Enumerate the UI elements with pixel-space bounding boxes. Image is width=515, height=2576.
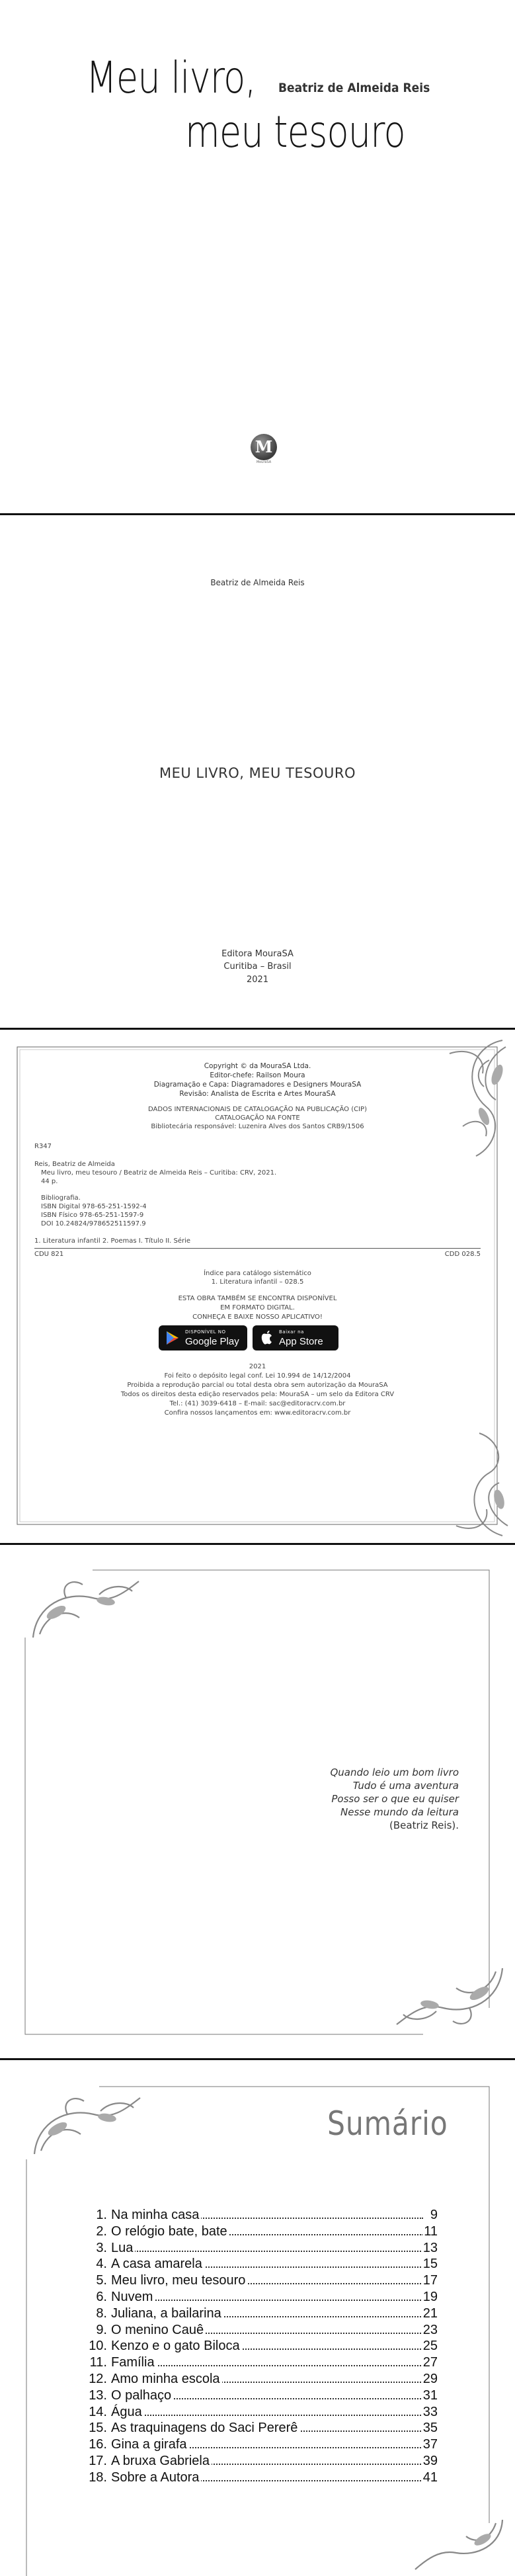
review-credit: Revisão: Analista de Escrita e Artes MouraSA [179, 1090, 336, 1098]
availability-line: EM FORMATO DIGITAL. [220, 1304, 295, 1311]
toc-entry-page: 13 [422, 2240, 438, 2255]
toc-entry-number: 5. [96, 2273, 107, 2288]
toc-entry-page: 41 [422, 2470, 438, 2485]
google-play-small-label: DISPONÍVEL NO [185, 1329, 226, 1335]
toc-leader-dots [111, 2365, 423, 2366]
catalog-pages: 44 p. [41, 1178, 58, 1185]
toc-entry-title: Nuvem [111, 2290, 155, 2305]
toc-entry[interactable] [87, 2355, 438, 2371]
toc-entry-page: 17 [422, 2273, 438, 2288]
isbn-digital: ISBN Digital 978-65-251-1592-4 [41, 1203, 147, 1210]
toc-leader-dots [111, 2300, 423, 2301]
toc-entry-title: A bruxa Gabriela [111, 2454, 212, 2469]
toc-entry-page: 31 [422, 2388, 438, 2403]
toc-entry[interactable] [87, 2470, 438, 2486]
design-credit: Diagramação e Capa: Diagramadores e Designers MouraSA [153, 1081, 362, 1089]
flourish-bottom-right-icon [390, 1962, 509, 2034]
toc-entry-page: 33 [422, 2404, 438, 2419]
toc-entry-number: 8. [96, 2306, 107, 2321]
toc-entry[interactable] [87, 2437, 438, 2453]
toc-entry[interactable] [87, 2224, 438, 2240]
toc-entry-title: O relógio bate, bate [111, 2224, 229, 2239]
legal-line: Foi feito o depósito legal conf. Lei 10.994 de 14/12/2004 [164, 1372, 351, 1380]
toc-entry-title: Amo minha escola [111, 2372, 222, 2387]
toc-entry-title: O palhaço [111, 2388, 173, 2403]
copyright-line: Copyright © da MouraSA Ltda. [204, 1062, 311, 1070]
toc-entry-title: Meu livro, meu tesouro [111, 2273, 247, 2288]
print-year: 2021 [249, 1363, 266, 1370]
doi: DOI 10.24824/978652511597.9 [41, 1220, 146, 1227]
toc-entry-number: 6. [96, 2290, 107, 2304]
toc-entry[interactable] [87, 2454, 438, 2470]
flourish-top-right-icon [423, 1034, 515, 1166]
cdd: CDD 028.5 [444, 1251, 481, 1258]
toc-entry-page: 39 [422, 2454, 438, 2468]
half-title-publisher: Editora MouraSA [221, 949, 294, 959]
index-entry: 1. Literatura infantil – 028.5 [211, 1278, 304, 1286]
legal-line: Todos os direitos desta edição reservados pela: MouraSA – um selo da Editora CRV [120, 1391, 395, 1398]
cdu: CDU 821 [34, 1251, 64, 1258]
epigraph-poem [330, 1766, 459, 1832]
toc-entry-title: O menino Cauê [111, 2323, 206, 2338]
half-title-title: MEU LIVRO, MEU TESOURO [159, 765, 356, 781]
toc-entry[interactable] [87, 2421, 438, 2436]
toc-entry[interactable] [87, 2273, 438, 2289]
epigraph-page [0, 1545, 515, 2057]
google-play-icon [165, 1331, 180, 1345]
toc-entry-number: 13. [89, 2388, 107, 2403]
toc-entry-page: 35 [422, 2421, 438, 2436]
availability-line: ESTA OBRA TAMBÉM SE ENCONTRA DISPONÍVEL [178, 1295, 337, 1302]
toc-heading: Sumário [327, 2104, 448, 2143]
half-title-year: 2021 [246, 975, 269, 985]
toc-entry-number: 16. [89, 2437, 107, 2452]
cip-heading: DADOS INTERNACIONAIS DE CATALOGAÇÃO NA PUBLICAÇÃO (CIP) [148, 1106, 367, 1113]
catalog-entry: Reis, Beatriz de Almeida [34, 1161, 115, 1168]
toc-entry-page: 11 [424, 2223, 438, 2239]
legal-line: Proibida a reprodução parcial ou total desta obra sem autorização da MouraSA [127, 1382, 388, 1389]
toc-entry-title: Sobre a Autora [111, 2470, 201, 2485]
toc-entry-title: Na minha casa [111, 2208, 201, 2223]
index-heading: Índice para catálogo sistemático [204, 1270, 311, 1277]
toc-entry[interactable] [87, 2306, 438, 2322]
half-title-author: Beatriz de Almeida Reis [210, 578, 305, 587]
apple-icon [260, 1330, 274, 1346]
catalog-entry: Meu livro, meu tesouro / Beatriz de Almeida Reis – Curitiba: CRV, 2021. [41, 1169, 277, 1177]
toc-entry-page: 19 [422, 2290, 438, 2304]
publisher-logo [244, 434, 284, 464]
toc-entry[interactable] [87, 2388, 438, 2404]
cover-title-line2: meu tesouro [185, 106, 405, 157]
toc-entry-number: 15. [89, 2421, 107, 2436]
cover-title-line1: Meu livro, [86, 52, 256, 103]
toc-entry-number: 1. [96, 2208, 107, 2222]
toc-entry[interactable] [87, 2405, 438, 2421]
toc-entry-page: 37 [422, 2437, 438, 2452]
toc-entry-number: 18. [89, 2470, 107, 2485]
cover-author: Beatriz de Almeida Reis [278, 81, 430, 95]
poem-line: Quando leio um bom livro [330, 1766, 459, 1778]
poem-author: (Beatriz Reis). [389, 1819, 459, 1831]
logo-text: MouraSA [256, 460, 272, 464]
toc-leader-dots [111, 2415, 423, 2416]
toc-entry-title: Gina a girafa [111, 2437, 189, 2452]
toc-entry-number: 11. [89, 2355, 107, 2370]
poem-line: Tudo é uma aventura [352, 1780, 459, 1792]
toc-page [0, 2060, 515, 2576]
subjects: 1. Literatura infantil 2. Poemas I. Título II. Série [34, 1237, 191, 1245]
half-title-city: Curitiba – Brasil [223, 962, 292, 972]
toc-entry-number: 14. [89, 2404, 107, 2419]
toc-entry-page: 23 [422, 2322, 438, 2337]
flourish-bottom-right-icon [430, 1427, 515, 1542]
toc-entry-number: 3. [96, 2240, 107, 2255]
toc-entry[interactable] [87, 2208, 438, 2223]
toc-entry[interactable] [87, 2372, 438, 2388]
toc-entry-page: 27 [422, 2355, 438, 2370]
toc-entry-title: Água [111, 2405, 144, 2420]
toc-entry-number: 4. [96, 2257, 107, 2272]
toc-entry-page: 15 [422, 2257, 438, 2272]
toc-entry-number: 17. [89, 2454, 107, 2468]
bibliography: Bibliografia. [41, 1194, 81, 1202]
toc-entry-title: As traquinagens do Saci Pererê [111, 2421, 299, 2436]
catalog-rule [34, 1248, 481, 1249]
librarian: Bibliotecária responsável: Luzenira Alves dos Santos CRB9/1506 [151, 1123, 364, 1130]
cip-subheading: CATALOGAÇÃO NA FONTE [215, 1114, 300, 1122]
flourish-top-left-icon [26, 1571, 145, 1644]
toc-entry-page: 25 [422, 2339, 438, 2354]
toc-entry[interactable] [87, 2323, 438, 2339]
toc-entry-number: 9. [96, 2322, 107, 2337]
toc-entry[interactable] [87, 2257, 438, 2272]
website-line: Confira nossos lançamentos em: www.editoracrv.com.br [164, 1409, 351, 1417]
google-play-button[interactable] [159, 1325, 247, 1350]
toc-leader-dots [111, 2251, 423, 2252]
toc-entry-page: 21 [422, 2306, 438, 2321]
toc-entry[interactable] [87, 2241, 438, 2257]
cover-page [0, 0, 515, 513]
toc-entry-title: A casa amarela [111, 2257, 204, 2272]
toc-entry-title: Família [111, 2355, 157, 2370]
catalog-code: R347 [34, 1143, 52, 1150]
flourish-top-left-icon [28, 2088, 147, 2161]
toc-entry-title: Lua [111, 2241, 135, 2256]
toc-entry-page: 29 [422, 2372, 438, 2386]
toc-entry-title: Juliana, a bailarina [111, 2306, 223, 2321]
app-store-label: App Store [279, 1336, 323, 1347]
logo-m-icon: M [251, 434, 277, 460]
toc-entry-title: Kenzo e o gato Biloca [111, 2339, 242, 2354]
toc-entry-number: 2. [96, 2223, 107, 2239]
contact-line: Tel.: (41) 3039-6418 – E-mail: sac@editoracrv.com.br [169, 1400, 346, 1407]
copyright-page [0, 1030, 515, 1542]
editor-chief: Editor-chefe: Railson Moura [210, 1071, 305, 1079]
google-play-label: Google Play [185, 1336, 239, 1347]
poem-line: Nesse mundo da leitura [340, 1806, 459, 1818]
app-store-button[interactable] [253, 1325, 338, 1350]
toc-entry[interactable] [87, 2339, 438, 2354]
toc-entry[interactable] [87, 2290, 438, 2306]
toc-entry-number: 10. [89, 2339, 107, 2354]
isbn-physical: ISBN Físico 978-65-251-1597-9 [41, 1212, 144, 1219]
half-title-page [0, 515, 515, 1028]
availability-line: CONHEÇA E BAIXE NOSSO APLICATIVO! [192, 1313, 323, 1321]
toc-entry-page: 9 [430, 2208, 438, 2222]
poem-line: Posso ser o que eu quiser [331, 1793, 459, 1805]
app-store-small-label: Baixar na [279, 1329, 304, 1335]
flourish-bottom-right-icon [410, 2516, 509, 2576]
toc-entry-number: 12. [89, 2372, 107, 2386]
